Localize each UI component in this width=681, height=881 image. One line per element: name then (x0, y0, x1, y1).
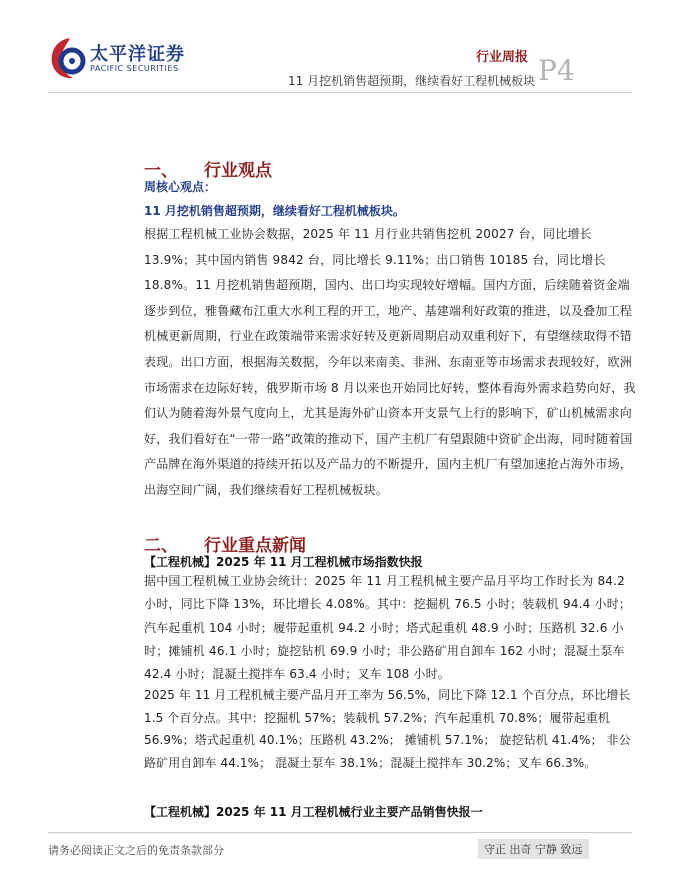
news-paragraph: 据中国工程机械工业协会统计：2025 年 11 月工程机械主要产品月平均工作时长为 84.2 小时，同比下降 13%，环比增长 4.08%。其中：挖掘机 76.5 小时；装载机 94.4 小时；汽车起重机 104 小时；履带起重机 94.2 小时；塔式起重机 48.9 小时；压路机 32.6 小时；摊铺机 46.1 小时；旋挖钻机 69.9 小时；非公路矿用自卸车 162 小时；混凝土泵车 42.4 小时；混凝土搅拌车 63.4 小时；叉车 108 小时。 (144, 574, 632, 682)
document-title: 11 月挖机销售超预期，继续看好工程机械板块 (288, 74, 536, 88)
section-2-number: 二、 (144, 536, 178, 556)
footer-motto: 守正 出奇 宁静 致远 (478, 839, 589, 859)
industry-view-paragraph: 根据工程机械工业协会数据，2025 年 11 月行业共销售挖机 20027 台，同比增长 13.9%；其中国内销售 9842 台，同比增长 9.11%；出口销售 10185 台，同比增长 18.8%。11 月挖机销售超预期，国内、出口均实现较好增幅。国内方面，后续随着资金端逐步到位，雅鲁藏布江重大水利工程的开工，地产、基建端利好政策的推进，以及叠加工程机械更新周期，行业在政策端带来需求好转及更新周期启动双重利好下，有望继续取得不错表现。出口方面，根据海关数据，今年以来南美、非洲、东南亚等市场需求表现较好，欧洲市场需求在边际好转，俄罗斯市场 8 月以来也开始同比好转，整体看海外需求趋势向好，我们认为随着海外景气度向上，尤其是海外矿山资本开支景气上行的影响下，矿山机械需求向好，我们看好在“一带一路”政策的推动下，国产主机厂有望跟随中资矿企出海，同时随着国产品牌在海外渠道的持续开拓以及产品力的不断提升，国内主机厂有望加速抢占海外市场，出海空间广阔，我们继续看好工程机械板块。 (144, 227, 636, 497)
footer-divider (48, 832, 632, 833)
report-type: 行业周报 (476, 50, 529, 65)
footer-disclaimer: 请务必阅读正文之后的免责条款部分 (48, 844, 224, 857)
core-view-label: 周核心观点： (144, 180, 217, 194)
page-header (0, 0, 681, 100)
header-divider (48, 92, 632, 93)
company-logo (48, 36, 198, 84)
page-number: P4 (538, 54, 575, 87)
logo-emblem-icon (48, 36, 88, 80)
core-view-statement: 11 月挖机销售超预期，继续看好工程机械板块。 (144, 204, 405, 218)
logo-chinese-name: 太平洋证券 (90, 44, 185, 65)
news-paragraph: 2025 年 11 月工程机械主要产品月开工率为 56.5%，同比下降 12.1 个百分点，环比增长 1.5 个百分点。其中：挖掘机 57%；装载机 57.2%；汽车起重机 70.8%；履带起重机 56.9%；塔式起重机 40.1%；压路机 43.2%； 摊铺机 57.1%； 旋挖钻机 41.4%； 非公路矿用自卸车 44.1%； 混凝土泵车 38.1%；混凝土搅拌车 30.2%；叉车 66.3%。 (144, 688, 631, 771)
section-1-title: 行业观点 (204, 161, 272, 181)
logo-english-name: PACIFIC SECURITIES (90, 64, 179, 73)
news-headline: 【工程机械】2025 年 11 月工程机械行业主要产品销售快报一 (144, 805, 483, 819)
news-headline: 【工程机械】2025 年 11 月工程机械市场指数快报 (144, 555, 423, 569)
section-2-title: 行业重点新闻 (204, 536, 306, 556)
section-1-number: 一、 (144, 161, 178, 181)
